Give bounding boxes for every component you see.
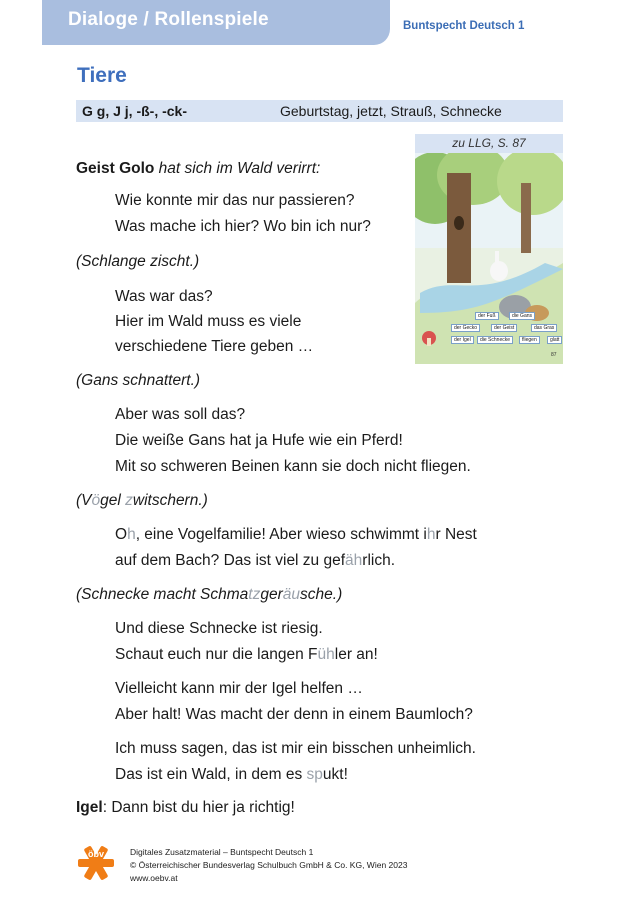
highlight-letters: tz: [248, 586, 261, 603]
outro-line: [76, 799, 295, 817]
reference-box: [415, 134, 563, 364]
word-card: der Igel: [451, 336, 474, 344]
text-part: witschern.): [132, 492, 208, 509]
stage-direction: (Schlange zischt.): [76, 253, 200, 270]
stage-direction: (Gans schnattert.): [76, 372, 201, 389]
footer-line-2: © Österreichischer Bundesverlag Schulbuch GmbH & Co. KG, Wien 2023: [130, 860, 408, 870]
word-card: der Fuß: [475, 312, 499, 320]
word-card: das Gras: [531, 324, 557, 332]
text-part: Schaut euch nur die langen F: [115, 646, 318, 663]
dialogue-line: [115, 552, 395, 570]
oebv-logo: [76, 844, 116, 882]
logo-text: öbv: [87, 849, 105, 859]
dialogue-line: Vielleicht kann mir der Igel helfen …: [115, 680, 363, 697]
highlight-letters: äu: [282, 586, 301, 603]
forest-illustration: [415, 153, 563, 364]
word-card: die Gans: [509, 312, 535, 320]
speaker-geist-golo: Geist Golo: [76, 160, 155, 177]
page-title: Tiere: [77, 64, 127, 87]
stage-direction: [76, 492, 208, 510]
dialogue-line: verschiedene Tiere geben …: [115, 338, 314, 355]
word-card: glatt: [547, 336, 562, 344]
text-part: ler an!: [334, 646, 378, 663]
text-part: gel: [100, 492, 126, 509]
text-part: (V: [76, 492, 92, 509]
dialogue-line: Hier im Wald muss es viele: [115, 313, 302, 330]
highlight-letters: äh: [345, 552, 363, 569]
page-number: 87: [551, 352, 557, 358]
text-part: sche.): [300, 586, 343, 603]
highlight-letters: h: [426, 526, 436, 543]
letters-examples: Geburtstag, jetzt, Strauß, Schnecke: [280, 103, 502, 119]
dialogue-line: [115, 646, 378, 664]
footer-line-1: Digitales Zusatzmaterial – Buntspecht Deutsch 1: [130, 847, 314, 857]
dialogue-line: Wie konnte mir das nur passieren?: [115, 192, 355, 209]
dialogue-line: Was mache ich hier? Wo bin ich nur?: [115, 218, 371, 235]
word-card: fliegen: [519, 336, 540, 344]
text-part: auf dem Bach? Das ist viel zu gef: [115, 552, 346, 569]
section-title: Dialoge / Rollenspiele: [68, 9, 269, 30]
dialogue-line: Aber was soll das?: [115, 406, 246, 423]
highlight-letters: h: [127, 526, 136, 543]
stage-direction: [76, 586, 342, 604]
text-part: , eine Vogelfamilie! Aber wieso schwimmt i: [135, 526, 427, 543]
highlight-letters: ö: [91, 492, 101, 509]
highlight-letters: sp: [306, 766, 323, 783]
dialogue-line: Ich muss sagen, das ist mir ein bisschen unheimlich.: [115, 740, 476, 757]
word-card: die Schnecke: [477, 336, 513, 344]
word-card: der Geist: [491, 324, 517, 332]
text-part: ger: [260, 586, 283, 603]
highlight-letters: üh: [317, 646, 335, 663]
text-part: r Nest: [435, 526, 477, 543]
dialogue-line: [115, 526, 477, 544]
dialogue-line: Und diese Schnecke ist riesig.: [115, 620, 323, 637]
text-part: (Schnecke macht Schma: [76, 586, 249, 603]
dialogue-line: Die weiße Gans hat ja Hufe wie ein Pferd!: [115, 432, 403, 449]
book-title: Buntspecht Deutsch 1: [403, 20, 525, 32]
text-part: rlich.: [362, 552, 396, 569]
reference-label: zu LLG, S. 87: [415, 134, 563, 153]
intro-text: hat sich im Wald verirrt:: [154, 160, 321, 177]
outro-text: : Dann bist du hier ja richtig!: [102, 799, 295, 816]
text-part: O: [115, 526, 128, 543]
intro-line: [76, 160, 320, 178]
dialogue-line: Mit so schweren Beinen kann sie doch nicht fliegen.: [115, 458, 471, 475]
speaker-igel: Igel: [76, 799, 103, 816]
letters-label: G g, J j, -ß-, -ck-: [82, 103, 188, 119]
dialogue-line: Aber halt! Was macht der denn in einem Baumloch?: [115, 706, 473, 723]
footer-website-link[interactable]: www.oebv.at: [130, 873, 178, 883]
word-card: der Gecko: [451, 324, 480, 332]
text-part: ukt!: [322, 766, 348, 783]
highlight-letters: z: [125, 492, 133, 509]
dialogue-line: Was war das?: [115, 288, 213, 305]
text-part: Das ist ein Wald, in dem es: [115, 766, 307, 783]
letters-bar: [76, 100, 563, 122]
dialogue-line: [115, 766, 348, 784]
